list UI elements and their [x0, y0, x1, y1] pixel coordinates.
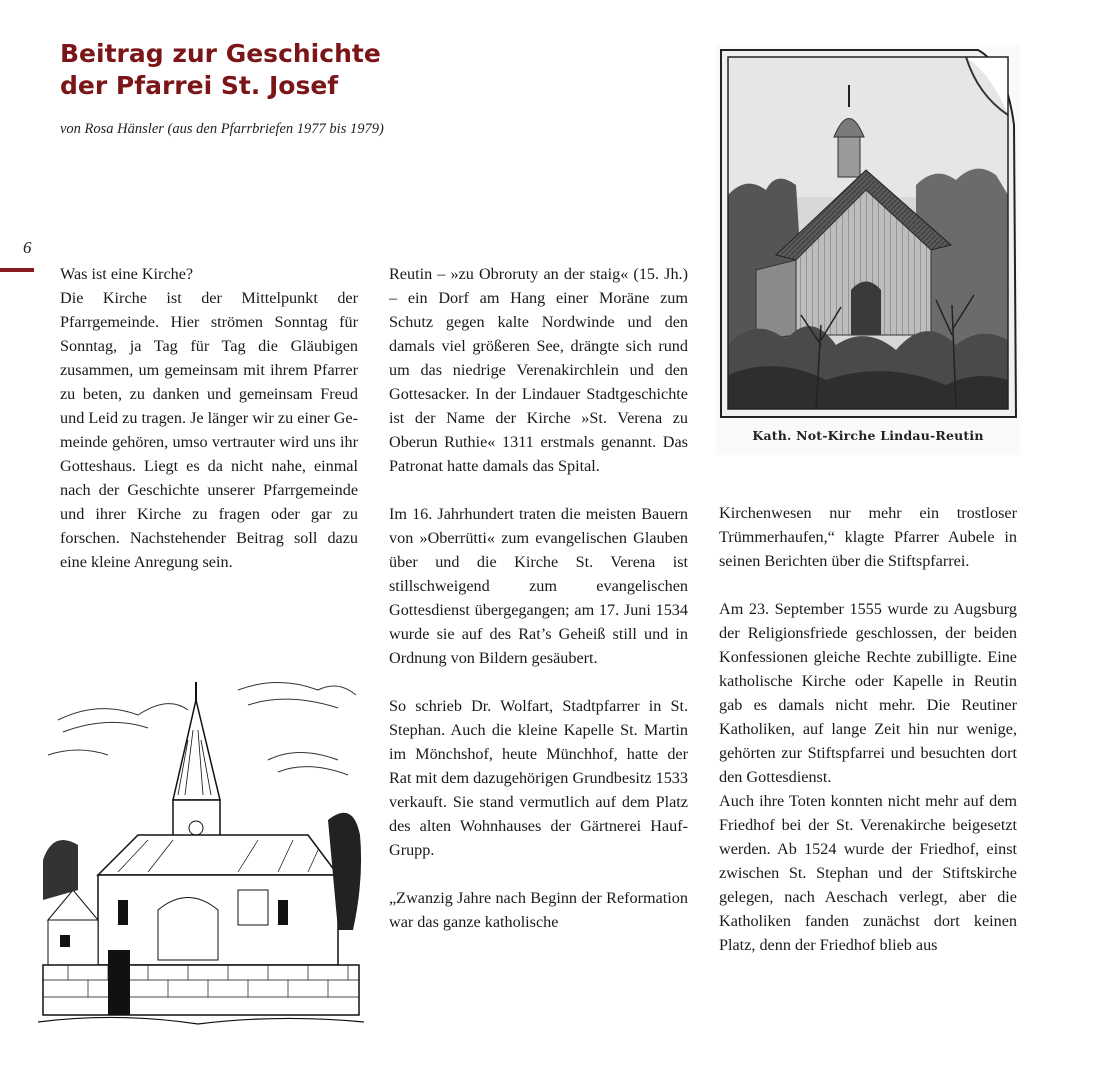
church-sketch-drawing	[38, 660, 364, 1030]
article-title-line2: der Pfarrei St. Josef	[60, 71, 339, 100]
photo-caption: Kath. Not-Kirche Lindau-Reutin	[752, 428, 984, 443]
column2-paragraph-2: Im 16. Jahrhundert traten die meisten Bauern von »Oberrütti« zum evangelischen Glauben über und die Kirche St. Verena ist stillschweigend zum evangelischen Gottesdienst übergegangen; am 17. Juni 1534 wurde sie auf des Rat’s Geheiß still und in Ordnung von Bildern gesäubert.	[389, 505, 688, 667]
text-column-2	[389, 262, 688, 934]
column1-paragraph: Die Kirche ist der Mittelpunkt der Pfarrgemeinde. Hier strömen Sonntag für Sonntag, ja Tag für Tag die Gläubigen zusammen, um gemeinsam mit ihrem Pfarrer zu beten, zu danken und gemeinsam Freud und Leid zu tragen. Je länger wir zu einer Gemeinde gehören, umso vertrauter wird uns ihr Gotteshaus. Liegt es da nicht nahe, einmal nach der Geschichte unserer Pfarrgemeinde und ihrer Kirche zu fragen oder gar zu forschen. Nachstehender Beitrag soll dazu eine kleine Anregung sein.	[60, 289, 358, 571]
column2-paragraph-1: Reutin – »zu Obroruty an der staig« (15. Jh.) – ein Dorf am Hang einer Moräne zum Schutz gegen kalte Nordwinde und den damals viel größeren See, drängte sich rund um das niedrige Verenakirchlein und den Gottesacker. In der Lindauer Stadtgeschichte ist der Name der Kirche »St. Verena zu Oberun Ruthie« 1311 erstmals genannt. Das Patronat hatte damals das Spital.	[389, 265, 688, 475]
column2-paragraph-4: „Zwanzig Jahre nach Beginn der Reformation war das ganze katholische	[389, 889, 688, 931]
historic-church-photo	[716, 45, 1020, 455]
article-title	[60, 38, 381, 102]
text-column-3	[719, 501, 1017, 957]
section-heading: Was ist eine Kirche?	[60, 265, 194, 283]
page-marker-bar	[0, 268, 34, 272]
article-byline: von Rosa Hänsler (aus den Pfarrbriefen 1977 bis 1979)	[60, 121, 384, 137]
column3-paragraph-1: Kirchenwesen nur mehr ein trostloser Trümmerhaufen,“ klagte Pfarrer Aubele in seinen Berichten über die Stiftspfarrei.	[719, 504, 1017, 570]
text-column-1	[60, 262, 358, 574]
church-photo-illustration	[716, 45, 1020, 425]
article-title-line1: Beitrag zur Geschichte	[60, 39, 381, 68]
column2-paragraph-3: So schrieb Dr. Wolfart, Stadtpfarrer in St. Stephan. Auch die kleine Kapelle St. Martin im Mönchshof, heute Münchhof, hatte der Rat mit dem dazugehörigen Grundbesitz 1533 verkauft. Sie stand vermutlich auf dem Platz des alten Wohnhauses der Gärtnerei Hauf-Grupp.	[389, 697, 688, 859]
column3-paragraph-3: Auch ihre Toten konnten nicht mehr auf dem Friedhof bei der St. Verenakirche beigesetzt werden. Ab 1524 wurde der Friedhof, einst zwischen St. Stephan und der Stiftskirche gelegen, nach Aeschach verlegt, aber die Katholiken fanden zunächst dort keinen Platz, denn der Friedhof blieb aus	[719, 792, 1017, 954]
church-sketch-illustration	[38, 660, 364, 1030]
column3-paragraph-2: Am 23. September 1555 wurde zu Augsburg der Religionsfriede geschlossen, der beiden Konfessionen gleiche Rechte zubilligte. Eine katholische Kirche oder Kapelle in Reutin gab es damals nicht mehr. Die Reutiner Katholiken, auf lange Zeit hin nur wenige, gehörten zur Stiftspfarrei und besuchten dort den Gottesdienst.	[719, 600, 1017, 786]
page-number: 6	[23, 238, 32, 257]
